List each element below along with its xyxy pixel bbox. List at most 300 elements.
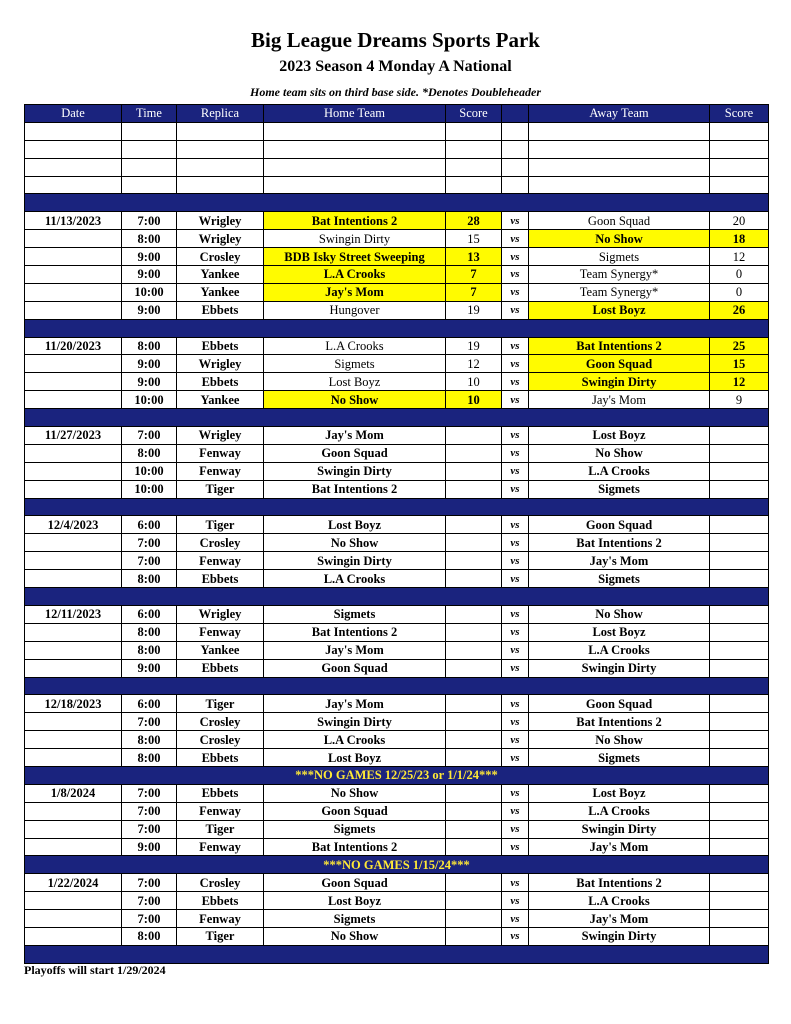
vs-label: vs <box>502 552 529 570</box>
vs-label: vs <box>502 713 529 731</box>
game-date <box>25 910 122 928</box>
away-team: Goon Squad <box>529 212 710 230</box>
home-score: 12 <box>446 355 502 373</box>
away-team: No Show <box>529 605 710 623</box>
game-date <box>25 355 122 373</box>
blank-cell <box>177 122 264 140</box>
home-score: 19 <box>446 337 502 355</box>
blank-cell <box>529 140 710 158</box>
home-team: Goon Squad <box>264 444 446 462</box>
home-team: Swingin Dirty <box>264 713 446 731</box>
game-row <box>25 623 769 641</box>
game-replica: Crosley <box>177 713 264 731</box>
home-team: No Show <box>264 534 446 552</box>
away-score <box>710 749 769 767</box>
away-score: 26 <box>710 301 769 319</box>
blank-cell <box>529 176 710 194</box>
home-score <box>446 641 502 659</box>
game-replica: Wrigley <box>177 230 264 248</box>
blank-row <box>25 158 769 176</box>
away-score <box>710 623 769 641</box>
game-date <box>25 552 122 570</box>
away-score: 15 <box>710 355 769 373</box>
blank-cell <box>529 122 710 140</box>
game-row <box>25 713 769 731</box>
game-row <box>25 731 769 749</box>
game-date <box>25 731 122 749</box>
game-replica: Ebbets <box>177 784 264 802</box>
away-score: 25 <box>710 337 769 355</box>
home-score <box>446 480 502 498</box>
vs-label: vs <box>502 874 529 892</box>
game-time: 7:00 <box>122 874 177 892</box>
away-score <box>710 784 769 802</box>
away-team: Jay's Mom <box>529 910 710 928</box>
game-date: 12/18/2023 <box>25 695 122 713</box>
game-time: 7:00 <box>122 820 177 838</box>
game-date: 11/13/2023 <box>25 212 122 230</box>
away-team: Sigmets <box>529 570 710 588</box>
blank-cell <box>710 158 769 176</box>
blank-row <box>25 140 769 158</box>
blank-row <box>25 122 769 140</box>
away-team: Lost Boyz <box>529 784 710 802</box>
blank-cell <box>122 140 177 158</box>
game-row <box>25 641 769 659</box>
game-time: 9:00 <box>122 248 177 266</box>
vs-label: vs <box>502 749 529 767</box>
vs-label: vs <box>502 516 529 534</box>
vs-label: vs <box>502 623 529 641</box>
game-row <box>25 534 769 552</box>
game-time: 6:00 <box>122 605 177 623</box>
game-row <box>25 462 769 480</box>
game-time: 7:00 <box>122 212 177 230</box>
separator-bar <box>25 945 769 963</box>
away-score <box>710 927 769 945</box>
game-row <box>25 355 769 373</box>
away-team: Sigmets <box>529 749 710 767</box>
game-time: 8:00 <box>122 337 177 355</box>
home-team: L.A Crooks <box>264 731 446 749</box>
blank-cell <box>25 122 122 140</box>
home-team: Swingin Dirty <box>264 462 446 480</box>
home-team: Swingin Dirty <box>264 552 446 570</box>
game-row <box>25 266 769 284</box>
home-team: Sigmets <box>264 910 446 928</box>
game-time: 7:00 <box>122 713 177 731</box>
game-replica: Yankee <box>177 266 264 284</box>
game-replica: Tiger <box>177 516 264 534</box>
home-score <box>446 605 502 623</box>
home-score <box>446 695 502 713</box>
blank-cell <box>446 158 502 176</box>
away-score <box>710 605 769 623</box>
home-team: Jay's Mom <box>264 695 446 713</box>
game-replica: Wrigley <box>177 355 264 373</box>
playoffs-note: Playoffs will start 1/29/2024 <box>24 963 166 977</box>
home-team: Bat Intentions 2 <box>264 623 446 641</box>
game-time: 8:00 <box>122 570 177 588</box>
vs-label: vs <box>502 230 529 248</box>
col-home-team: Home Team <box>264 105 446 123</box>
col-date: Date <box>25 105 122 123</box>
vs-label: vs <box>502 373 529 391</box>
home-score: 28 <box>446 212 502 230</box>
home-score <box>446 623 502 641</box>
away-team: Sigmets <box>529 480 710 498</box>
home-team: L.A Crooks <box>264 337 446 355</box>
separator-row <box>25 588 769 606</box>
vs-label: vs <box>502 784 529 802</box>
away-score <box>710 874 769 892</box>
home-team: Bat Intentions 2 <box>264 838 446 856</box>
home-score: 13 <box>446 248 502 266</box>
away-team: Bat Intentions 2 <box>529 534 710 552</box>
away-team: L.A Crooks <box>529 802 710 820</box>
away-team: Jay's Mom <box>529 838 710 856</box>
game-date: 11/20/2023 <box>25 337 122 355</box>
home-score <box>446 713 502 731</box>
game-row <box>25 802 769 820</box>
away-team: Jay's Mom <box>529 552 710 570</box>
vs-label: vs <box>502 480 529 498</box>
blank-cell <box>25 140 122 158</box>
blank-cell <box>710 176 769 194</box>
vs-label: vs <box>502 838 529 856</box>
game-replica: Yankee <box>177 641 264 659</box>
game-replica: Fenway <box>177 444 264 462</box>
home-team: Swingin Dirty <box>264 230 446 248</box>
game-replica: Fenway <box>177 802 264 820</box>
home-team: Lost Boyz <box>264 373 446 391</box>
game-time: 9:00 <box>122 301 177 319</box>
game-time: 6:00 <box>122 695 177 713</box>
game-row <box>25 516 769 534</box>
game-date: 12/11/2023 <box>25 605 122 623</box>
game-time: 8:00 <box>122 623 177 641</box>
home-team: Jay's Mom <box>264 427 446 445</box>
game-time: 7:00 <box>122 427 177 445</box>
game-time: 8:00 <box>122 230 177 248</box>
game-row <box>25 910 769 928</box>
home-score <box>446 516 502 534</box>
game-replica: Ebbets <box>177 373 264 391</box>
away-team: Lost Boyz <box>529 427 710 445</box>
away-score <box>710 462 769 480</box>
vs-label: vs <box>502 927 529 945</box>
away-score <box>710 444 769 462</box>
game-replica: Wrigley <box>177 427 264 445</box>
away-team: Jay's Mom <box>529 391 710 409</box>
home-team: Lost Boyz <box>264 892 446 910</box>
separator-bar <box>25 677 769 695</box>
away-score: 9 <box>710 391 769 409</box>
no-games-note: ***NO GAMES 1/15/24*** <box>25 856 769 874</box>
game-date: 1/8/2024 <box>25 784 122 802</box>
game-replica: Fenway <box>177 552 264 570</box>
away-team: Lost Boyz <box>529 301 710 319</box>
game-time: 7:00 <box>122 802 177 820</box>
game-time: 9:00 <box>122 838 177 856</box>
separator-bar <box>25 319 769 337</box>
game-row <box>25 373 769 391</box>
vs-label: vs <box>502 283 529 301</box>
col-time: Time <box>122 105 177 123</box>
game-date: 12/4/2023 <box>25 516 122 534</box>
game-date <box>25 373 122 391</box>
game-date <box>25 892 122 910</box>
away-score <box>710 659 769 677</box>
home-score <box>446 444 502 462</box>
game-row <box>25 892 769 910</box>
away-team: L.A Crooks <box>529 892 710 910</box>
home-score: 10 <box>446 391 502 409</box>
blank-cell <box>502 158 529 176</box>
blank-cell <box>710 140 769 158</box>
home-team: Bat Intentions 2 <box>264 480 446 498</box>
game-row <box>25 874 769 892</box>
away-team: No Show <box>529 230 710 248</box>
away-score <box>710 838 769 856</box>
separator-row <box>25 194 769 212</box>
away-score <box>710 552 769 570</box>
away-score <box>710 713 769 731</box>
away-score <box>710 892 769 910</box>
game-row <box>25 605 769 623</box>
home-score <box>446 552 502 570</box>
game-row <box>25 552 769 570</box>
home-score: 7 <box>446 283 502 301</box>
home-score <box>446 874 502 892</box>
col-away-score: Score <box>710 105 769 123</box>
home-score <box>446 534 502 552</box>
home-score <box>446 659 502 677</box>
home-score <box>446 462 502 480</box>
game-time: 7:00 <box>122 892 177 910</box>
game-replica: Ebbets <box>177 301 264 319</box>
separator-bar <box>25 409 769 427</box>
no-games-note: ***NO GAMES 12/25/23 or 1/1/24*** <box>25 766 769 784</box>
away-score: 20 <box>710 212 769 230</box>
away-team: Lost Boyz <box>529 623 710 641</box>
game-row <box>25 212 769 230</box>
home-team: Lost Boyz <box>264 516 446 534</box>
blank-cell <box>122 122 177 140</box>
vs-label: vs <box>502 910 529 928</box>
col-replica: Replica <box>177 105 264 123</box>
page-title: Big League Dreams Sports Park <box>251 28 540 52</box>
away-team: Bat Intentions 2 <box>529 874 710 892</box>
home-team: Hungover <box>264 301 446 319</box>
blank-cell <box>25 158 122 176</box>
game-row <box>25 301 769 319</box>
game-time: 6:00 <box>122 516 177 534</box>
blank-cell <box>264 176 446 194</box>
game-row <box>25 427 769 445</box>
home-team: No Show <box>264 391 446 409</box>
game-date <box>25 391 122 409</box>
away-score: 12 <box>710 248 769 266</box>
game-replica: Ebbets <box>177 337 264 355</box>
home-team: Lost Boyz <box>264 749 446 767</box>
blank-cell <box>122 176 177 194</box>
game-replica: Crosley <box>177 248 264 266</box>
game-replica: Crosley <box>177 534 264 552</box>
away-team: No Show <box>529 731 710 749</box>
game-time: 10:00 <box>122 391 177 409</box>
game-date <box>25 749 122 767</box>
game-time: 7:00 <box>122 784 177 802</box>
game-date <box>25 283 122 301</box>
game-date <box>25 659 122 677</box>
schedule-table <box>24 104 769 964</box>
away-team: Goon Squad <box>529 695 710 713</box>
game-replica: Fenway <box>177 838 264 856</box>
game-replica: Crosley <box>177 874 264 892</box>
away-team: No Show <box>529 444 710 462</box>
game-time: 8:00 <box>122 641 177 659</box>
away-team: Sigmets <box>529 248 710 266</box>
home-score <box>446 802 502 820</box>
vs-label: vs <box>502 570 529 588</box>
blank-cell <box>264 140 446 158</box>
away-score: 0 <box>710 283 769 301</box>
home-team: Sigmets <box>264 355 446 373</box>
col-vs <box>502 105 529 123</box>
away-score <box>710 480 769 498</box>
game-replica: Tiger <box>177 695 264 713</box>
game-replica: Tiger <box>177 820 264 838</box>
away-score <box>710 516 769 534</box>
vs-label: vs <box>502 731 529 749</box>
game-time: 10:00 <box>122 480 177 498</box>
game-row <box>25 337 769 355</box>
game-date <box>25 230 122 248</box>
away-team: Goon Squad <box>529 516 710 534</box>
header-row <box>25 105 769 123</box>
vs-label: vs <box>502 337 529 355</box>
vs-label: vs <box>502 355 529 373</box>
blank-cell <box>122 158 177 176</box>
game-date: 1/22/2024 <box>25 874 122 892</box>
home-score <box>446 784 502 802</box>
away-score <box>710 534 769 552</box>
home-score <box>446 927 502 945</box>
game-row <box>25 444 769 462</box>
home-score: 10 <box>446 373 502 391</box>
game-time: 8:00 <box>122 731 177 749</box>
away-team: Swingin Dirty <box>529 927 710 945</box>
away-score <box>710 570 769 588</box>
game-replica: Fenway <box>177 462 264 480</box>
home-team: BDB Isky Street Sweeping <box>264 248 446 266</box>
away-team: Team Synergy* <box>529 266 710 284</box>
home-score: 19 <box>446 301 502 319</box>
game-date <box>25 462 122 480</box>
vs-label: vs <box>502 212 529 230</box>
home-team: Jay's Mom <box>264 641 446 659</box>
game-replica: Wrigley <box>177 605 264 623</box>
game-replica: Ebbets <box>177 749 264 767</box>
game-row <box>25 838 769 856</box>
separator-row <box>25 945 769 963</box>
game-row <box>25 659 769 677</box>
away-score <box>710 695 769 713</box>
game-date <box>25 838 122 856</box>
blank-cell <box>446 122 502 140</box>
game-replica: Ebbets <box>177 892 264 910</box>
away-team: Bat Intentions 2 <box>529 337 710 355</box>
home-team: Bat Intentions 2 <box>264 212 446 230</box>
game-replica: Wrigley <box>177 212 264 230</box>
away-score <box>710 731 769 749</box>
vs-label: vs <box>502 462 529 480</box>
home-team: L.A Crooks <box>264 266 446 284</box>
away-team: Goon Squad <box>529 355 710 373</box>
game-date <box>25 444 122 462</box>
game-replica: Yankee <box>177 283 264 301</box>
home-team: No Show <box>264 927 446 945</box>
home-team: Sigmets <box>264 605 446 623</box>
game-date <box>25 820 122 838</box>
away-team: L.A Crooks <box>529 641 710 659</box>
home-score <box>446 892 502 910</box>
game-time: 10:00 <box>122 462 177 480</box>
game-date <box>25 641 122 659</box>
game-date <box>25 623 122 641</box>
separator-bar <box>25 588 769 606</box>
away-score: 12 <box>710 373 769 391</box>
game-time: 10:00 <box>122 283 177 301</box>
game-row <box>25 248 769 266</box>
game-date <box>25 266 122 284</box>
home-team: Jay's Mom <box>264 283 446 301</box>
no-games-row <box>25 766 769 784</box>
blank-cell <box>502 140 529 158</box>
blank-cell <box>529 158 710 176</box>
game-date <box>25 248 122 266</box>
col-home-score: Score <box>446 105 502 123</box>
page-subtitle: 2023 Season 4 Monday A National <box>279 58 512 75</box>
away-score <box>710 641 769 659</box>
away-score <box>710 820 769 838</box>
home-score <box>446 570 502 588</box>
game-date <box>25 713 122 731</box>
away-team: Swingin Dirty <box>529 373 710 391</box>
vs-label: vs <box>502 248 529 266</box>
game-date <box>25 301 122 319</box>
game-row <box>25 927 769 945</box>
away-team: Swingin Dirty <box>529 659 710 677</box>
game-date: 11/27/2023 <box>25 427 122 445</box>
game-row <box>25 230 769 248</box>
vs-label: vs <box>502 641 529 659</box>
blank-cell <box>264 122 446 140</box>
game-row <box>25 480 769 498</box>
away-score <box>710 802 769 820</box>
vs-label: vs <box>502 266 529 284</box>
game-time: 9:00 <box>122 659 177 677</box>
blank-cell <box>502 176 529 194</box>
game-replica: Fenway <box>177 910 264 928</box>
separator-bar <box>25 498 769 516</box>
game-row <box>25 391 769 409</box>
game-time: 8:00 <box>122 444 177 462</box>
separator-bar <box>25 194 769 212</box>
home-team: Goon Squad <box>264 659 446 677</box>
game-date <box>25 534 122 552</box>
